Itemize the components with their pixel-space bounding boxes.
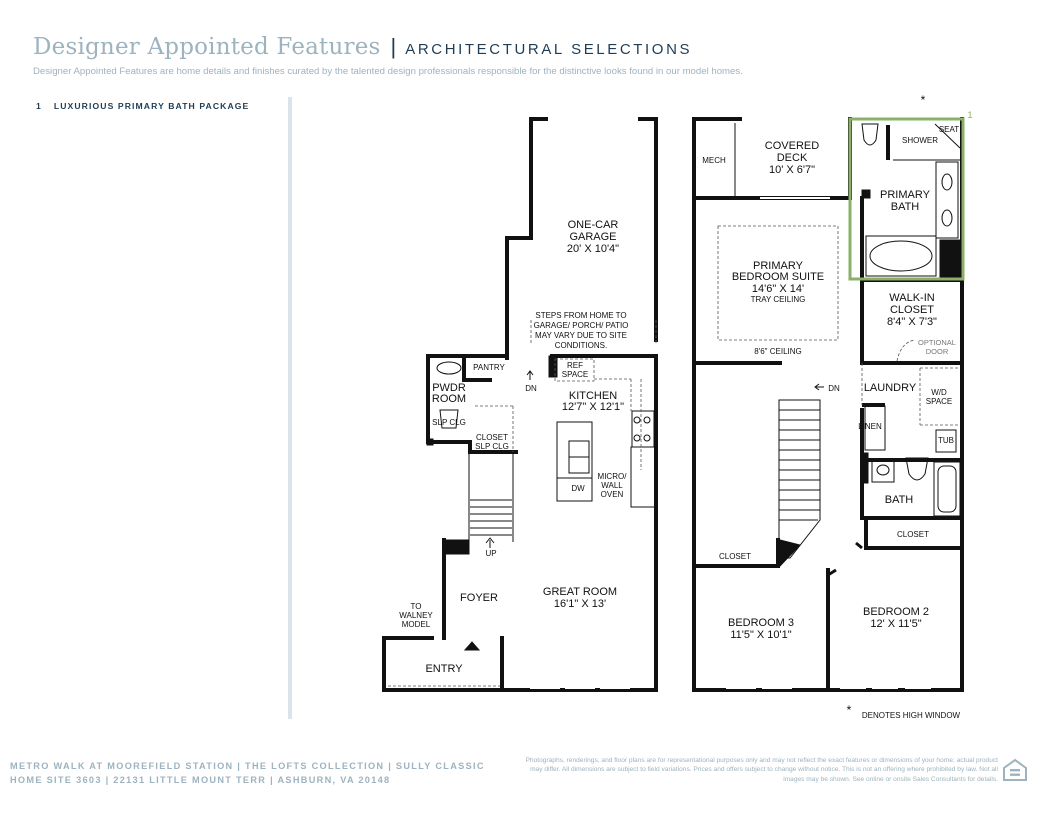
- closet-label: CLOSET: [475, 433, 509, 442]
- feature-label: LUXURIOUS PRIMARY BATH PACKAGE: [53, 101, 250, 111]
- equal-housing-opportunity-icon: [1002, 757, 1028, 783]
- powder-3: SLP CLG: [432, 418, 466, 427]
- primary-bath-2: BATH: [890, 201, 920, 213]
- ceiling-label: 8'6" CEILING: [754, 347, 802, 356]
- title-separator: |: [390, 34, 397, 59]
- legend-star: *: [846, 703, 852, 717]
- walkin-size: 8'4" X 7'3": [887, 316, 937, 328]
- micro-3: OVEN: [600, 490, 624, 499]
- steps-note-2: GARAGE/ PORCH/ PATIO: [533, 321, 629, 330]
- dw-label: DW: [571, 484, 585, 493]
- walney-3: MODEL: [401, 620, 431, 629]
- primary-bath-1: PRIMARY: [880, 189, 930, 201]
- garage-size: 20' X 10'4": [566, 243, 620, 255]
- ref-space-2: SPACE: [561, 370, 589, 379]
- bedroom2-name: BEDROOM 2: [862, 606, 930, 618]
- optional-door-1: OPTIONAL: [918, 338, 956, 347]
- ref-space-1: REF: [567, 361, 583, 370]
- micro-2: WALL: [601, 481, 623, 490]
- suite-size: 14'6" X 14': [751, 283, 805, 295]
- tub-label: TUB: [938, 436, 954, 445]
- kitchen-name: KITCHEN: [568, 390, 618, 402]
- powder-2: ROOM: [431, 393, 467, 405]
- page-subtitle: ARCHITECTURAL SELECTIONS: [405, 41, 693, 58]
- footer-line-2: HOME SITE 3603 | 22131 LITTLE MOUNT TERR | ASHBURN, VA 20148: [10, 775, 391, 785]
- entry-label: ENTRY: [425, 663, 463, 675]
- feature-callout-1: 1: [967, 110, 973, 120]
- steps-note-1: STEPS FROM HOME TO: [535, 311, 627, 320]
- seat-label: SEAT: [938, 125, 960, 134]
- garage-name: ONE-CAR: [567, 219, 619, 231]
- closet-left-label: CLOSET: [718, 552, 752, 561]
- bedroom3-size: 11'5" X 10'1": [730, 629, 792, 641]
- steps-note-3: MAY VARY DUE TO SITE: [535, 331, 627, 340]
- bath-label: BATH: [884, 494, 914, 506]
- suite-note: TRAY CEILING: [750, 295, 806, 304]
- legend-text: DENOTES HIGH WINDOW: [861, 711, 961, 720]
- lower-floor-labels: [399, 219, 628, 675]
- bedroom2-size: 12' X 11'5": [870, 618, 922, 630]
- footer-line-1: METRO WALK AT MOOREFIELD STATION | THE LOFTS COLLECTION | SULLY CLASSIC: [10, 761, 485, 771]
- laundry-label: LAUNDRY: [863, 382, 917, 394]
- bedroom3-name: BEDROOM 3: [727, 617, 795, 629]
- garage-name-2: GARAGE: [569, 231, 617, 243]
- pantry-label: PANTRY: [473, 363, 505, 372]
- walkin-name-2: CLOSET: [889, 304, 935, 316]
- kitchen-size: 12'7" X 12'1": [561, 401, 625, 413]
- page-title: Designer Appointed Features: [33, 34, 381, 60]
- upper-dn-label: DN: [828, 384, 840, 393]
- footer-community: [10, 759, 485, 787]
- walney-2: WALNEY: [399, 611, 433, 620]
- upper-floor-walls: [694, 119, 962, 690]
- linen-label: LINEN: [858, 422, 882, 431]
- deck-size: 10' X 6'7": [768, 164, 816, 176]
- lower-dn-label: DN: [525, 384, 537, 393]
- walkin-name: WALK-IN: [889, 292, 935, 304]
- feature-number: 1: [36, 101, 42, 111]
- mech-label: MECH: [702, 156, 726, 165]
- up-label: UP: [485, 549, 497, 558]
- deck-name: COVERED: [764, 140, 820, 152]
- suite-name-2: BEDROOM SUITE: [731, 271, 825, 283]
- intro-text: Designer Appointed Features are home details and finishes curated by the talented design professionals responsible for the distinctive looks found in our model homes.: [33, 66, 743, 77]
- suite-name: PRIMARY: [753, 260, 803, 272]
- great-room-size: 16'1" X 13': [553, 598, 607, 610]
- foyer-label: FOYER: [460, 592, 498, 604]
- closet-right-label: CLOSET: [896, 530, 930, 539]
- wd-space-2: SPACE: [925, 397, 953, 406]
- great-room-name: GREAT ROOM: [542, 586, 618, 598]
- wd-space-1: W/D: [931, 388, 947, 397]
- steps-note-4: CONDITIONS.: [554, 341, 608, 350]
- optional-door-2: DOOR: [925, 347, 949, 356]
- powder-1: PWDR: [432, 382, 466, 394]
- micro-1: MICRO/: [597, 472, 627, 481]
- footer-disclaimer: Photographs, renderings, and floor plans are for representational purposes only and may not reflect the exact features or dimensions of your home; actual product may differ. All dimensions are subject to field variations. Prices and offers subject to change without notice. This is not an offering where prohibited by law. Not all images may be shown. See online or onsite Sales Consultants for details.: [525, 757, 998, 783]
- walney-1: TO: [410, 602, 422, 611]
- deck-name-2: DECK: [776, 152, 808, 164]
- shower-label: SHOWER: [902, 136, 938, 145]
- high-window-marker: *: [920, 93, 926, 107]
- closet-slp: SLP CLG: [475, 442, 509, 451]
- upper-floor-labels: [702, 93, 972, 720]
